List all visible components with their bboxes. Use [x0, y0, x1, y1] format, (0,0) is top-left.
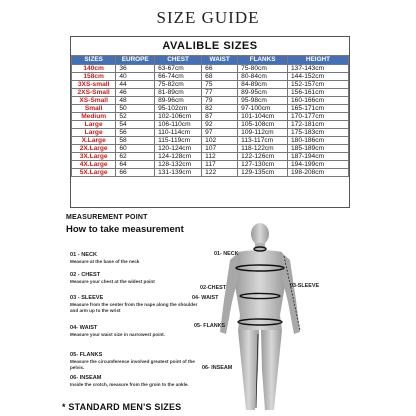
value-cell: 187-194cm — [288, 153, 349, 161]
value-cell: 80-84cm — [238, 73, 288, 81]
table-row — [72, 105, 349, 113]
value-cell: 113-117cm — [238, 137, 288, 145]
value-cell: 128-132cm — [155, 161, 202, 169]
table-row — [72, 145, 349, 153]
size-cell: 2XS-Small — [72, 89, 116, 97]
table-row — [72, 73, 349, 81]
size-cell: 140cm — [72, 65, 116, 73]
value-cell: 180-186cm — [288, 137, 349, 145]
table-row — [72, 129, 349, 137]
figure-label-chest: 02-CHEST — [200, 285, 227, 291]
value-cell: 129-135cm — [238, 169, 288, 177]
value-cell: 152-157cm — [288, 81, 349, 89]
value-cell: 117 — [202, 161, 238, 169]
step-label: 06- INSEAM — [70, 375, 102, 381]
value-cell: 110-114cm — [155, 129, 202, 137]
size-cell: 2X.Large — [72, 145, 116, 153]
value-cell: 79 — [202, 97, 238, 105]
size-cell: Small — [72, 105, 116, 113]
table-row — [72, 121, 349, 129]
step-chest — [70, 272, 200, 285]
value-cell: 52 — [116, 113, 155, 121]
step-desc: Inside the crotch, measure from the groin to the ankle. — [70, 382, 189, 387]
body-silhouette-icon — [200, 220, 340, 416]
value-cell: 68 — [202, 73, 238, 81]
value-cell: 95-98cm — [238, 97, 288, 105]
figure-label-neck: 01- NECK — [214, 251, 239, 257]
size-cell: XS-Small — [72, 97, 116, 105]
col-header-flanks: FLANKS — [238, 56, 288, 65]
size-cell: 4X.Large — [72, 161, 116, 169]
col-header-chest: CHEST — [155, 56, 202, 65]
step-desc: Measure your waist size in narrowest point. — [70, 332, 165, 337]
value-cell: 122 — [202, 169, 238, 177]
step-inseam — [70, 375, 200, 388]
how-to-measure-title: How to take measurement — [66, 224, 184, 235]
table-row — [72, 113, 349, 121]
value-cell: 198-208cm — [288, 169, 349, 177]
value-cell: 89-96cm — [155, 97, 202, 105]
size-cell: 5X.Large — [72, 169, 116, 177]
value-cell: 118-122cm — [238, 145, 288, 153]
table-heading: AVALIBLE SIZES — [162, 40, 258, 52]
value-cell: 77 — [202, 89, 238, 97]
value-cell: 137-143cm — [288, 65, 349, 73]
col-header-height: HEIGHT — [288, 56, 349, 65]
value-cell: 54 — [116, 121, 155, 129]
figure-label-sleeve: 03-SLEEVE — [290, 283, 320, 289]
value-cell: 107 — [202, 145, 238, 153]
value-cell: 75-82cm — [155, 81, 202, 89]
size-cell: 3XS-small — [72, 81, 116, 89]
value-cell: 109-112cm — [238, 129, 288, 137]
step-waist — [70, 325, 200, 338]
figure-label-waist: 04- WAIST — [192, 295, 219, 301]
value-cell: 46 — [116, 89, 155, 97]
step-label: 01 - NECK — [70, 252, 98, 258]
value-cell: 95-102cm — [155, 105, 202, 113]
value-cell: 75 — [202, 81, 238, 89]
value-cell: 56 — [116, 129, 155, 137]
value-cell: 44 — [116, 81, 155, 89]
value-cell: 66 — [202, 65, 238, 73]
value-cell: 112 — [202, 153, 238, 161]
body-figure — [192, 220, 340, 416]
size-cell: Large — [72, 121, 116, 129]
step-label: 05- FLANKS — [70, 352, 103, 358]
value-cell: 102 — [202, 137, 238, 145]
value-cell: 97-100cm — [238, 105, 288, 113]
step-desc: Measure from the center from the nape along the shoulder and arm up to the wrist — [70, 302, 198, 313]
value-cell: 92 — [202, 121, 238, 129]
table-body — [72, 65, 349, 177]
value-cell: 105-108cm — [238, 121, 288, 129]
value-cell: 97 — [202, 129, 238, 137]
value-cell: 131-139cm — [155, 169, 202, 177]
value-cell: 101-104cm — [238, 113, 288, 121]
step-desc: Measure the circumference involved greatest point of the pelvis. — [70, 359, 195, 370]
value-cell: 170-177cm — [288, 113, 349, 121]
value-cell: 84-89cm — [238, 81, 288, 89]
value-cell: 40 — [116, 73, 155, 81]
value-cell: 58 — [116, 137, 155, 145]
figure-label-inseam: 06- INSEAM — [202, 365, 233, 371]
value-cell: 160-166cm — [288, 97, 349, 105]
value-cell: 66 — [116, 169, 155, 177]
value-cell: 185-189cm — [288, 145, 349, 153]
step-neck — [70, 252, 200, 265]
col-header-europe: EUROPE — [116, 56, 155, 65]
value-cell: 124-128cm — [155, 153, 202, 161]
footer-note: * STANDARD MEN'S SIZES — [62, 402, 182, 412]
value-cell: 62 — [116, 153, 155, 161]
table-row — [72, 161, 349, 169]
size-cell: 158cm — [72, 73, 116, 81]
value-cell: 36 — [116, 65, 155, 73]
value-cell: 66-74cm — [155, 73, 202, 81]
value-cell: 60 — [116, 145, 155, 153]
value-cell: 115-119cm — [155, 137, 202, 145]
value-cell: 87 — [202, 113, 238, 121]
value-cell: 89-95cm — [238, 89, 288, 97]
page-title: SIZE GUIDE — [156, 8, 260, 27]
table-row — [72, 137, 349, 145]
size-table — [71, 55, 349, 177]
figure-label-flanks: 05- FLANKS — [194, 323, 226, 329]
table-row — [72, 81, 349, 89]
value-cell: 127-130cm — [238, 161, 288, 169]
value-cell: 120-124cm — [155, 145, 202, 153]
col-header-sizes: SIZES — [72, 56, 116, 65]
table-header-row — [72, 56, 349, 65]
value-cell: 82 — [202, 105, 238, 113]
value-cell: 194-199cm — [288, 161, 349, 169]
size-table-card — [70, 36, 350, 208]
col-header-waist: WAIST — [202, 56, 238, 65]
value-cell: 175-183cm — [288, 129, 349, 137]
value-cell: 172-181cm — [288, 121, 349, 129]
value-cell: 122-126cm — [238, 153, 288, 161]
value-cell: 64 — [116, 161, 155, 169]
table-row — [72, 89, 349, 97]
size-cell: 3X.Large — [72, 153, 116, 161]
value-cell: 75-80cm — [238, 65, 288, 73]
value-cell: 156-161cm — [288, 89, 349, 97]
table-row — [72, 169, 349, 177]
size-cell: Medium — [72, 113, 116, 121]
value-cell: 144-152cm — [288, 73, 349, 81]
step-label: 04- WAIST — [70, 325, 98, 331]
value-cell: 63-67cm — [155, 65, 202, 73]
value-cell: 81-89cm — [155, 89, 202, 97]
size-cell: X.Large — [72, 137, 116, 145]
value-cell: 165-171cm — [288, 105, 349, 113]
step-sleeve — [70, 295, 200, 313]
table-row — [72, 153, 349, 161]
step-label: 03 - SLEEVE — [70, 295, 104, 301]
table-row — [72, 97, 349, 105]
table-row — [72, 65, 349, 73]
value-cell: 48 — [116, 97, 155, 105]
step-desc: Measure your chest at the widest point — [70, 279, 155, 284]
step-label: 02 - CHEST — [70, 272, 101, 278]
value-cell: 106-110cm — [155, 121, 202, 129]
step-desc: Measure at the base of the neck — [70, 259, 140, 264]
size-cell: Large — [72, 129, 116, 137]
value-cell: 102-106cm — [155, 113, 202, 121]
measurement-point-header: MEASUREMENT POINT — [66, 214, 148, 221]
step-flanks — [70, 352, 200, 370]
value-cell: 50 — [116, 105, 155, 113]
